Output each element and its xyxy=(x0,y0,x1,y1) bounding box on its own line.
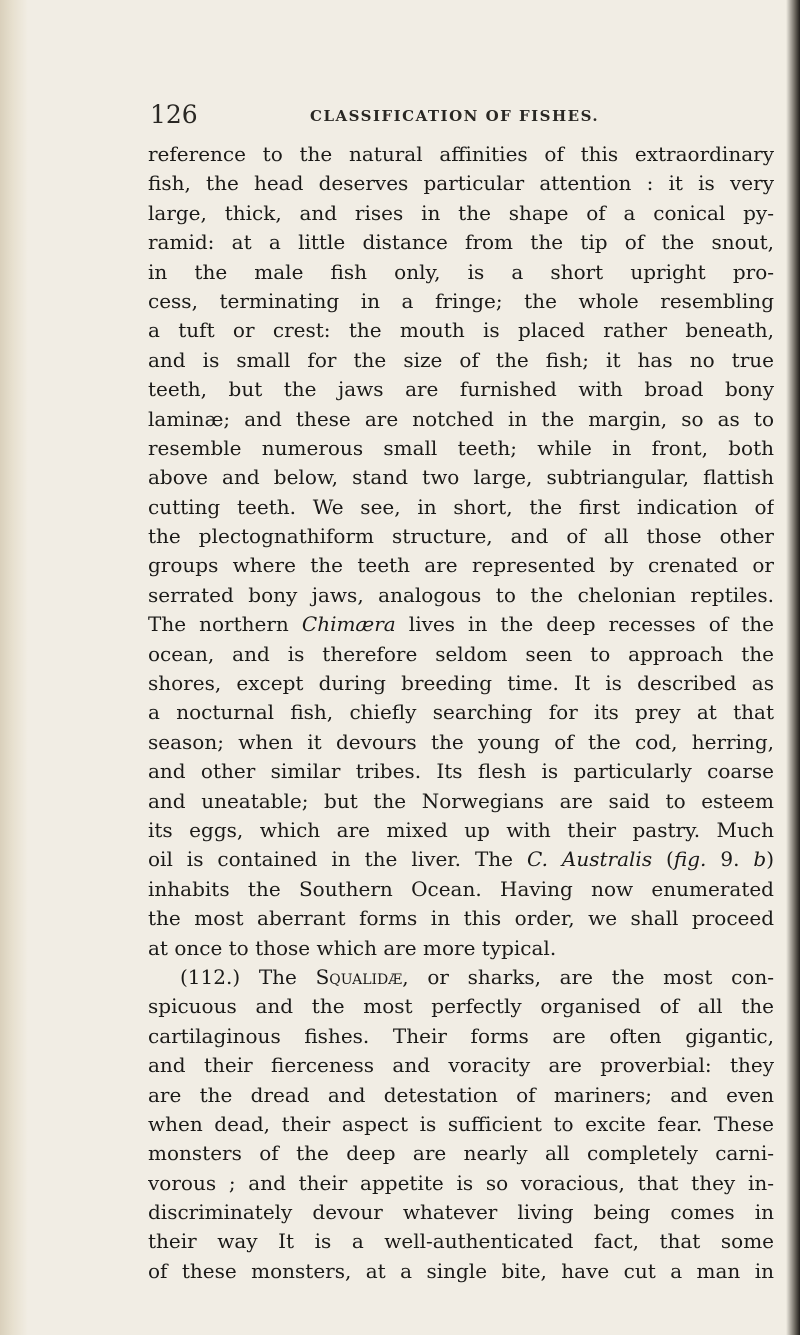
text-line: when dead, their aspect is sufficient to excite fear. These xyxy=(148,1111,774,1136)
text-line: groups where the teeth are represented by crenated or xyxy=(148,553,774,578)
page-gutter-shadow xyxy=(0,0,28,1335)
text-line: inhabits the Southern Ocean. Having now enumerated xyxy=(148,876,774,901)
paragraph-start-line xyxy=(148,963,774,992)
text-line: and is small for the size of the fish; it has no true xyxy=(148,347,774,372)
text-run: ( xyxy=(652,847,674,872)
text-line: and their fierceness and voracity are proverbial: they xyxy=(148,1053,774,1078)
text-line: laminæ; and these are notched in the margin, so as to xyxy=(148,406,774,431)
text-line: large, thick, and rises in the shape of a conical py- xyxy=(148,200,774,225)
text-line: the plectognathiform structure, and of all those other xyxy=(148,524,774,549)
text-line: and uneatable; but the Norwegians are said to esteem xyxy=(148,788,774,813)
text-line: cutting teeth. We see, in short, the first indication of xyxy=(148,494,774,519)
page-edge-shadow xyxy=(786,0,800,1335)
body-text xyxy=(148,140,774,1286)
page-number: 126 xyxy=(150,100,198,129)
figure-ref-letter: b xyxy=(753,847,767,872)
text-line: ramid: at a little distance from the tip of the snout, xyxy=(148,230,774,255)
text-run: The northern xyxy=(148,612,302,637)
running-head xyxy=(150,100,770,134)
text-run: (112.) The xyxy=(180,964,316,989)
text-line: at once to those which are more typical. xyxy=(148,935,557,960)
text-line: of these monsters, at a single bite, have cut a man in xyxy=(148,1258,774,1283)
text-line: and other similar tribes. Its flesh is particularly coarse xyxy=(148,759,774,784)
header-title: CLASSIFICATION OF FISHES. xyxy=(310,107,600,125)
text-run: oil is contained in the liver. The xyxy=(148,847,527,872)
text-line: vorous ; and their appetite is so voracious, that they in- xyxy=(148,1170,774,1195)
text-line: in the male fish only, is a short upright pro- xyxy=(148,259,774,284)
text-line: monsters of the deep are nearly all completely carni- xyxy=(148,1141,774,1166)
text-line: spicuous and the most perfectly organised of all the xyxy=(148,994,774,1019)
text-line: resemble numerous small teeth; while in front, both xyxy=(148,435,774,460)
text-line: ocean, and is therefore seldom seen to approach the xyxy=(148,641,774,666)
genus-name: Chimæra xyxy=(301,612,396,637)
text-line: cess, terminating in a fringe; the whole resembling xyxy=(148,288,774,313)
species-name: C. Australis xyxy=(527,847,653,872)
figure-ref: fig. xyxy=(673,847,707,872)
family-name: Squalidæ xyxy=(315,964,403,989)
text-line: season; when it devours the young of the cod, herring, xyxy=(148,729,774,754)
text-run: lives in the deep recesses of the xyxy=(395,612,774,637)
text-run: ) xyxy=(766,847,774,872)
text-line: cartilaginous fishes. Their forms are often gigantic, xyxy=(148,1023,774,1048)
text-run: 9. xyxy=(706,847,754,872)
text-line: its eggs, which are mixed up with their pastry. Much xyxy=(148,817,774,842)
text-line: a nocturnal fish, chiefly searching for its prey at that xyxy=(148,700,774,725)
text-line: their way It is a well-authenticated fact, that some xyxy=(148,1229,774,1254)
text-line: serrated bony jaws, analogous to the chelonian reptiles. xyxy=(148,582,774,607)
text-line: reference to the natural affinities of this extraordinary xyxy=(148,142,774,166)
text-line: shores, except during breeding time. It is described as xyxy=(148,671,774,696)
text-line: a tuft or crest: the mouth is placed rather beneath, xyxy=(148,318,774,343)
text-line: discriminately devour whatever living being comes in xyxy=(148,1200,774,1225)
text-line xyxy=(148,845,774,874)
text-line: are the dread and detestation of mariners; and even xyxy=(148,1082,774,1107)
text-line: the most aberrant forms in this order, we shall proceed xyxy=(148,906,774,931)
text-line xyxy=(148,610,774,639)
text-line: teeth, but the jaws are furnished with broad bony xyxy=(148,377,774,402)
text-run: , or sharks, are the most con- xyxy=(402,964,774,989)
text-line: fish, the head deserves particular attention : it is very xyxy=(148,171,774,196)
text-line: above and below, stand two large, subtriangular, flattish xyxy=(148,465,774,490)
